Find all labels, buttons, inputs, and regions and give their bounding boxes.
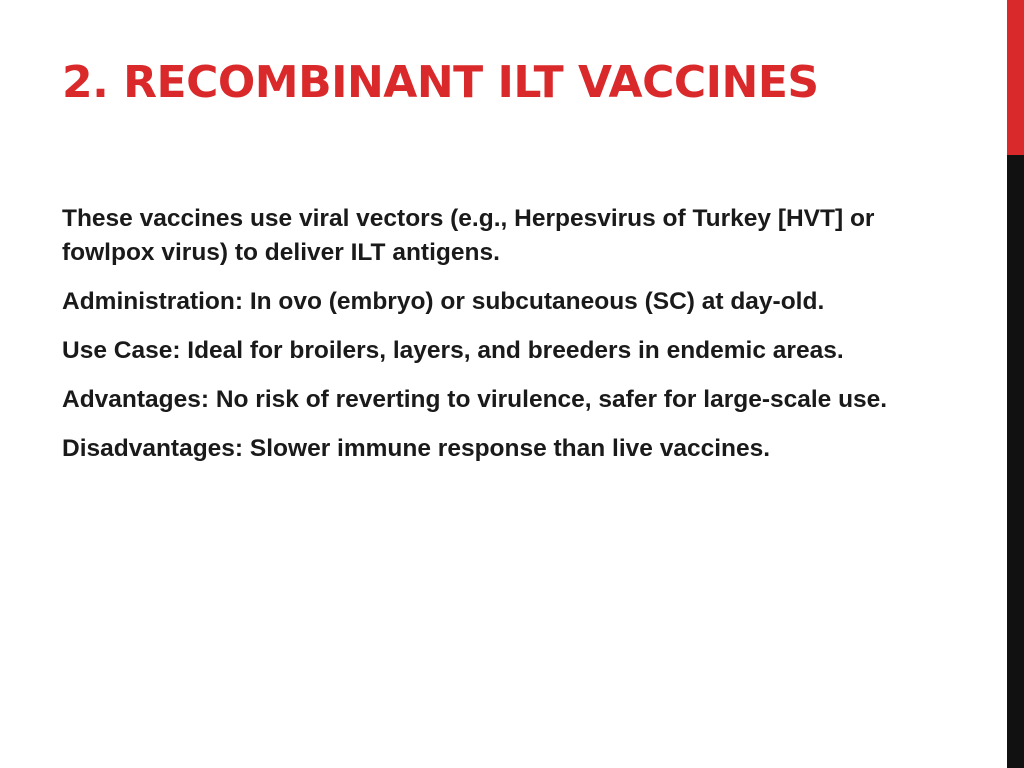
paragraph-advantages: Advantages: No risk of reverting to virulence, safer for large-scale use. — [62, 386, 888, 413]
paragraph-description: These vaccines use viral vectors (e.g., Herpesvirus of Turkey [HVT] or fowlpox virus) to deliver ILT antigens. — [62, 205, 875, 266]
right-accent-bar — [1007, 0, 1024, 768]
slide-body — [62, 202, 902, 481]
paragraph-disadvantages: Disadvantages: Slower immune response than live vaccines. — [62, 435, 771, 462]
paragraph-administration: Administration: In ovo (embryo) or subcutaneous (SC) at day-old. — [62, 288, 825, 315]
slide-title: 2. RECOMBINANT ILT VACCINES — [62, 57, 819, 108]
right-accent-bar-red-segment — [1007, 0, 1024, 155]
paragraph-use-case: Use Case: Ideal for broilers, layers, and breeders in endemic areas. — [62, 337, 844, 364]
